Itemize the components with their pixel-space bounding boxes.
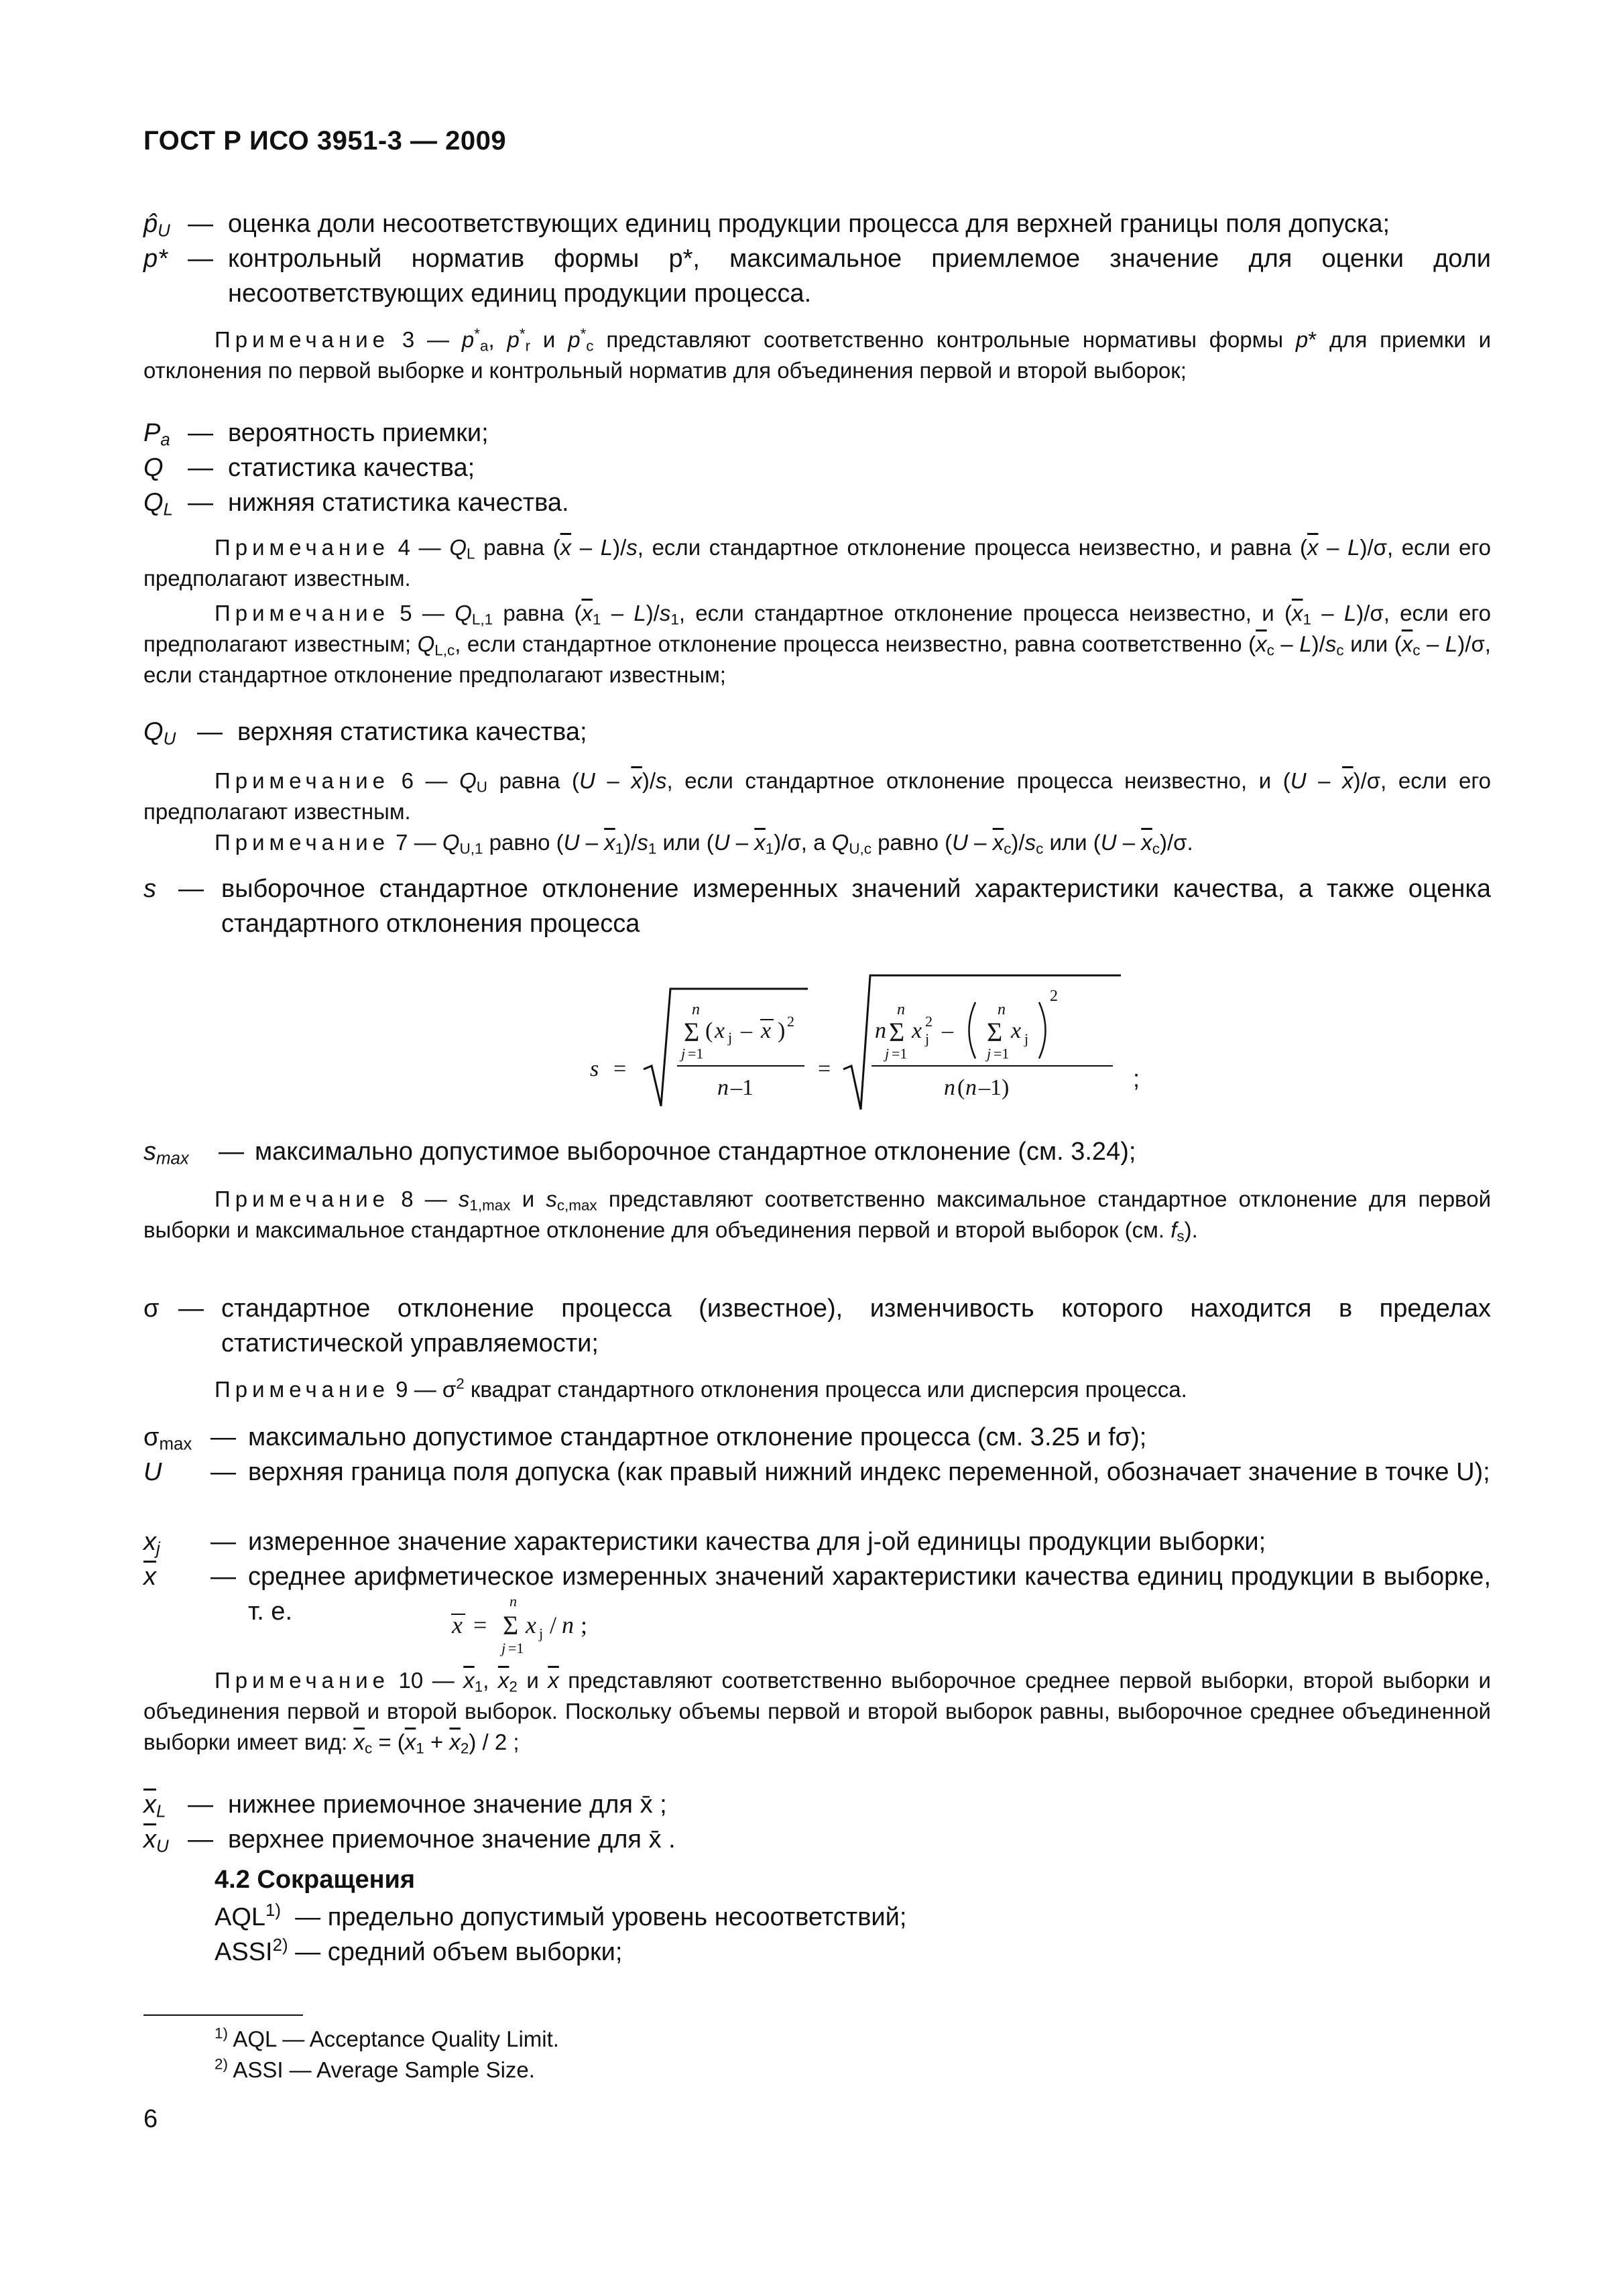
footnote-1: $^{1)}$ AQL — Acceptance Quality Limit. bbox=[215, 2025, 559, 2051]
svg-text:n: n bbox=[944, 1075, 955, 1100]
svg-text:j: j bbox=[728, 1029, 733, 1046]
svg-text:n: n bbox=[717, 1075, 729, 1100]
svg-text:=: = bbox=[613, 1056, 627, 1081]
document-page: ГОСТ Р ИСО 3951-3 — 2009 $p̂_U$ — оценка доли несоответствующих единиц продукции процесса для верхней границы поля допуска; p* — контрольный норматив формы p*, максимальное приемлемое значение для оценки доли несоответствующих единиц продукции процесса. Примечание 3 — $p^*_a$, $p^*_r$ и $p^*_c$ представляют соответственно контрольные нормативы формы p* для приемки и отклонения по первой выборке и контрольный норматив для объединения первой и второй выборок; $P_a$ — вероятность приемки; Q — статистика качества; $Q_L$ — нижняя статистика качества. Примечание 4 — $Q_L$ равна $(\overline{x} - L)/s$, если стандартное отклонение процесса неизвестно, и равна $(\overline{x} - L)/\sigma$, если его предполагают известным. Примечание 5 — $Q_{L,1}$ равна $(\overline{x}_1 - L)/s_1$, если стандартное отклонение процесса неизвестно, и $(\overline{x}_1 - L)/\sigma$, если его предполагают известным; $Q_{L,c}$, если стандартное отклонение процесса неизвестно, равна соответственно $(\overline{x}_c - L)/s_c$ или $(\overline{x}_c - L)/\sigma$, если стандартное отклонение предполагают известным; $Q_U$ — верхняя статистика качества; Примечание 6 — $Q_U$ равна $(U - \overline{x})/s$, если стандартное отклонение процесса неизвестно, и $(U - \overline{x})/\sigma$, если его предполагают известным. Примечание 7 — $Q_{U,1}$ равно $(U - \overline{x}_1)/s_1$ или $(U - \overline{x}_1)/\sigma$, а $Q_{U,c}$ равно $(U - \overline{x}_c)/s_c$ или $(U - \overline{x}_c)/\sigma$. s — выборочное стандартное отклонение измеренных значений характеристики качества, а также оценка стандартного отклонения процесса s = n Σ ( x j – x ) 2 j =1 n –1 = n n Σ x 2 j – n Σ x j 2 j =1 j =1 n ( n –1) ; $s_{max}$ — максимально допустимое выборочное стандартное отклонение (см. 3.24); Примечание 8 — $s_{1,max}$ и $s_{c,max}$ представляют соответственно максимальное стандартное отклонение для первой выборки и максимальное стандартное отклонение для объединения первой и второй выборок (см. $f_s$). σ — стандартное отклонение процесса (известное), изменчивость которого находится в пределах статистической управляемости; Примечание 9 — $\sigma^2$ квадрат стандартного отклонения процесса или дисперсия процесса. $\sigma_{max}$ — максимально допустимое стандартное отклонение процесса (см. 3.25 и fσ); U — верхняя граница поля допуска (как правый нижний индекс переменной, обозначает значение в точке U); $x_j$ — измеренное значение характеристики качества для j-ой единицы продукции выборки; $\overline{x}$ — среднее арифметическое измеренных значений характеристики качества единиц продукции в выборке, т. е. x = n Σ j =1 x j / n ; Примечание 10 — $\overline{x}_1$, $\overline{x}_2$ и $\overline{x}$ представляют соответственно выборочное среднее первой выборки, второй выборки и объединения первой и второй выборок. Поскольку объемы первой и второй выборок равны, выборочное среднее объединенной выборки имеет вид: $\overline{x}_c = (\overline{x}_1 + \overline{x}_2) / 2$ ; $\overline{x}_L$ — нижнее приемочное значение для x̄ ; $\overline{x}_U$ — верхнее приемочное значение для x̄ . 4.2 Сокращения AQL$^{1)}$ — предельно допустимый уровень несоответствий; ASSI$^{2)}$ — средний объем выборки; $^{1)}$ AQL — Acceptance Quality Limit. $^{2)}$ ASSI — Average Sample Size. 6 bbox=[143, 126, 1492, 2133]
definition-text: контрольный норматив формы p*, максимальное приемлемое значение для оценки доли несоответствующих единиц продукции процесса. bbox=[228, 245, 1491, 308]
section-title: 4.2 Сокращения bbox=[215, 1866, 416, 1894]
svg-text:j: j bbox=[501, 1640, 506, 1656]
note-5: Примечание 5 — $Q_{L,1}$ равна $(\overline{x}_1 - L)/s_1$, если стандартное отклонение процесса неизвестно, и $(\overline{x}_1 - L)/\sigma$, если его предполагают известным; $Q_{L,c}$, если стандартное отклонение процесса неизвестно, равна соответственно $(\overline{x}_c - L)/s_c$ или $(\overline{x}_c - L)/\sigma$, если стандартное отклонение предполагают известным; bbox=[143, 601, 1492, 687]
svg-text:=1: =1 bbox=[508, 1640, 524, 1656]
definition-xu: $\overline{x}_U$ — верхнее приемочное значение для x̄ . bbox=[143, 1825, 676, 1856]
svg-text:–1): –1) bbox=[979, 1075, 1010, 1100]
svg-text:Σ: Σ bbox=[889, 1017, 905, 1047]
svg-text:Σ: Σ bbox=[503, 1610, 519, 1640]
page-number: 6 bbox=[143, 2105, 158, 2133]
footnote-2: $^{2)}$ ASSI — Average Sample Size. bbox=[215, 2055, 535, 2082]
definition-s: s — выборочное стандартное отклонение измеренных значений характеристики качества, а также оценка стандартного отклонения процесса bbox=[143, 875, 1491, 938]
svg-text:/: / bbox=[550, 1612, 557, 1638]
definition-smax: $s_{max}$ — максимально допустимое выборочное стандартное отклонение (см. 3.24); bbox=[143, 1138, 1136, 1168]
note-4: Примечание 4 — $Q_L$ равна $(\overline{x} - L)/s$, если стандартное отклонение процесса неизвестно, и равна $(\overline{x} - L)/\sigma$, если его предполагают известным. bbox=[143, 535, 1492, 591]
svg-text:n: n bbox=[998, 1001, 1006, 1018]
svg-text:j: j bbox=[681, 1045, 686, 1062]
svg-text:j: j bbox=[1024, 1030, 1029, 1047]
note-6: Примечание 6 — $Q_U$ равна $(U - \overline{x})/s$, если стандартное отклонение процесса неизвестно, и $(U - \overline{x})/\sigma$, если его предполагают известным. bbox=[143, 768, 1492, 824]
note-7: Примечание 7 — $Q_{U,1}$ равно $(U - \overline{x}_1)/s_1$ или $(U - \overline{x}_1)/\sigma$, а $Q_{U,c}$ равно $(U - \overline{x}_c)/s_c$ или $(U - \overline{x}_c)/\sigma$. bbox=[215, 830, 1193, 857]
svg-text:=1: =1 bbox=[892, 1045, 908, 1062]
svg-text:–1: –1 bbox=[731, 1075, 754, 1100]
formula-mean bbox=[449, 1589, 637, 1663]
svg-text:n: n bbox=[692, 1001, 700, 1018]
svg-text:=: = bbox=[473, 1612, 487, 1638]
definition-pa: $P_a$ — вероятность приемки; bbox=[143, 419, 489, 450]
svg-text:x: x bbox=[526, 1612, 536, 1638]
formula-s bbox=[577, 969, 1126, 1123]
svg-text:j: j bbox=[885, 1045, 890, 1062]
definition-text: оценка доли несоответствующих единиц продукции процесса для верхней границы поля допуска; bbox=[228, 210, 1390, 238]
svg-text:s: s bbox=[590, 1056, 599, 1081]
svg-text:=1: =1 bbox=[994, 1045, 1010, 1062]
svg-text:–: – bbox=[942, 1018, 953, 1043]
definition-u: U — верхняя граница поля допуска (как правый нижний индекс переменной, обозначает значение в точке U); bbox=[143, 1458, 1490, 1486]
svg-text:x: x bbox=[912, 1018, 922, 1043]
svg-text:j: j bbox=[987, 1045, 991, 1062]
abbreviation-assi: ASSI$^{2)}$ — средний объем выборки; bbox=[215, 1935, 623, 1966]
svg-text:x: x bbox=[452, 1612, 463, 1638]
definition-q: Q — статистика качества; bbox=[143, 454, 475, 482]
definition-xl: $\overline{x}_L$ — нижнее приемочное значение для x̄ ; bbox=[143, 1791, 667, 1821]
svg-text:=1: =1 bbox=[688, 1045, 704, 1062]
definition-qu: $Q_U$ — верхняя статистика качества; bbox=[143, 718, 587, 749]
definition-ql: $Q_L$ — нижняя статистика качества. bbox=[143, 489, 569, 520]
svg-text:Σ: Σ bbox=[987, 1017, 1003, 1047]
svg-text:2: 2 bbox=[925, 1013, 933, 1030]
svg-text:n: n bbox=[509, 1593, 517, 1610]
definition-sigma-max: $\sigma_{max}$ — максимально допустимое стандартное отклонение процесса (см. 3.25 и fσ); bbox=[143, 1423, 1147, 1454]
svg-text:): ) bbox=[778, 1018, 786, 1043]
svg-text:Σ: Σ bbox=[684, 1017, 700, 1047]
svg-text:j: j bbox=[925, 1030, 930, 1047]
svg-text:n: n bbox=[562, 1612, 574, 1638]
svg-text:=: = bbox=[818, 1056, 831, 1081]
svg-text:x: x bbox=[761, 1018, 772, 1043]
svg-text:n: n bbox=[897, 1001, 905, 1018]
note-10: Примечание 10 — $\overline{x}_1$, $\overline{x}_2$ и $\overline{x}$ представляют соответственно выборочное среднее первой выборки, второй выборки и объединения первой и второй выборок. Поскольку объемы первой и второй выборок равны, выборочное среднее объединенной выборки имеет вид: $\overline{x}_c = (\overline{x}_1 + \overline{x}_2) / 2$ ; bbox=[143, 1668, 1491, 1757]
definition-xj: $x_j$ — измеренное значение характеристики качества для j-ой единицы продукции выборки; bbox=[143, 1528, 1266, 1559]
definition-pu: $p̂_U$ — оценка доли несоответствующих единиц продукции процесса для верхней границы поля допуска; bbox=[143, 206, 1491, 241]
svg-text:j: j bbox=[539, 1625, 544, 1642]
definition-p-star: p* — контрольный норматив формы p*, максимальное приемлемое значение для оценки доли несоответствующих единиц продукции процесса. bbox=[143, 241, 1491, 311]
svg-text:2: 2 bbox=[1050, 987, 1058, 1005]
svg-text:(: ( bbox=[957, 1075, 965, 1100]
abbreviation-aql: AQL$^{1)}$ — предельно допустимый уровень несоответствий; bbox=[215, 1900, 907, 1931]
definition-sigma: σ — стандартное отклонение процесса (известное), изменчивость которого находится в пределах статистической управляемости; bbox=[143, 1294, 1491, 1357]
document-header: ГОСТ Р ИСО 3951-3 — 2009 bbox=[143, 126, 507, 156]
svg-text:2: 2 bbox=[787, 1013, 794, 1030]
note-3: Примечание 3 — $p^*_a$, $p^*_r$ и $p^*_c$ представляют соответственно контрольные нормативы формы p* для приемки и отклонения по первой выборке и контрольный норматив для объединения первой и второй выборок; bbox=[143, 325, 1492, 383]
symbol-p-star: p* bbox=[143, 245, 168, 273]
svg-text:;: ; bbox=[581, 1612, 588, 1638]
svg-text:–: – bbox=[741, 1018, 752, 1043]
symbol-pu-hat: $p̂_U$ bbox=[143, 210, 170, 241]
note-8: Примечание 8 — $s_{1,max}$ и $s_{c,max}$ представляют соответственно максимальное стандартное отклонение для первой выборки и максимальное стандартное отклонение для объединения первой и второй выборок (см. $f_s$). bbox=[143, 1187, 1492, 1245]
definition-xbar: $\overline{x}$ — среднее арифметическое измеренных значений характеристики качества единиц продукции в выборке, т. е. bbox=[143, 1563, 1491, 1626]
svg-text:x: x bbox=[715, 1018, 725, 1043]
svg-text:n: n bbox=[965, 1075, 977, 1100]
svg-text:n: n bbox=[875, 1018, 886, 1043]
svg-text:x: x bbox=[1011, 1018, 1022, 1043]
footnote-separator bbox=[143, 2014, 303, 2016]
svg-text:(: ( bbox=[705, 1018, 713, 1043]
note-9: Примечание 9 — $\sigma^2$ квадрат стандартного отклонения процесса или дисперсия процесса. bbox=[215, 1375, 1187, 1402]
